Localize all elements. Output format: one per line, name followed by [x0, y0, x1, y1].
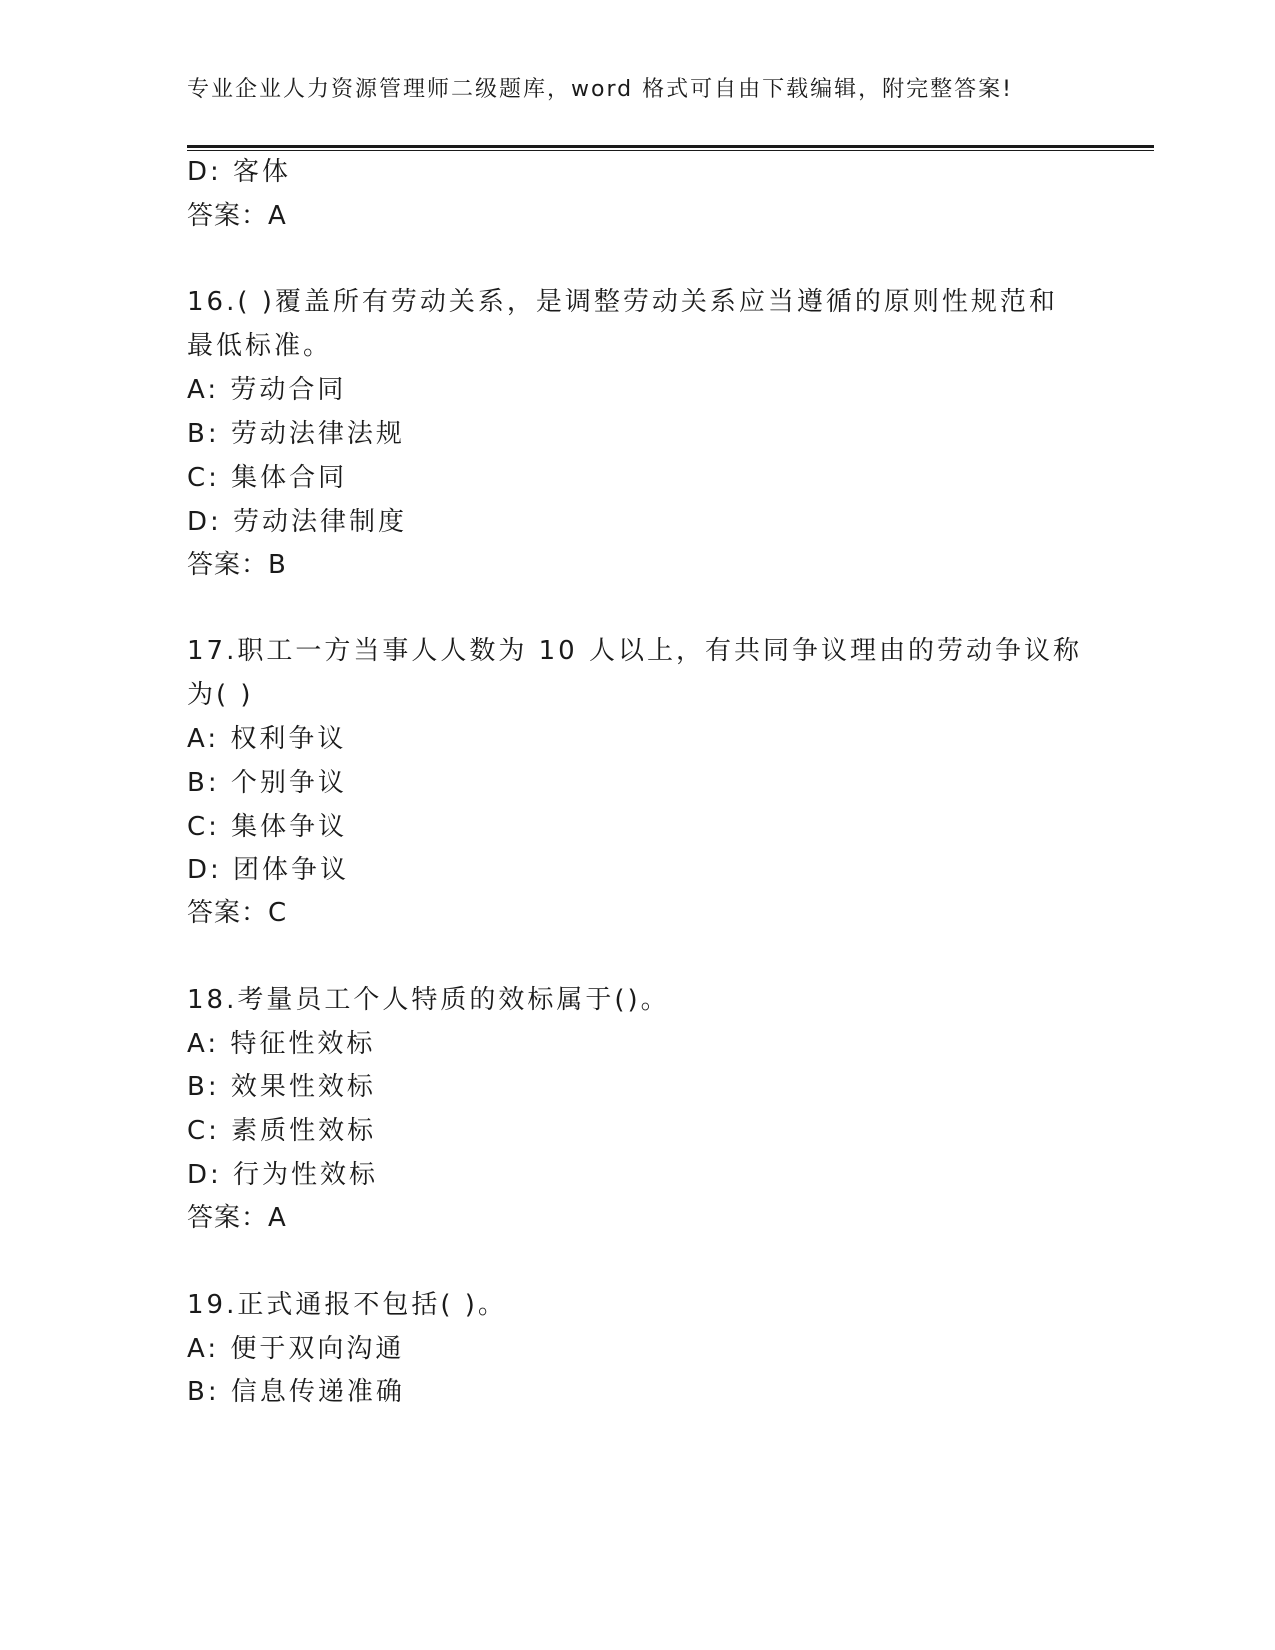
q17-stem-line2: 为( ) — [187, 680, 254, 710]
q17-option-c: C: 集体争议 — [187, 812, 348, 842]
q17-option-b: B: 个别争议 — [187, 768, 347, 798]
prev-answer: 答案：A — [187, 201, 287, 231]
q17-option-d: D: 团体争议 — [187, 855, 350, 885]
q17-option-a: A: 权利争议 — [187, 724, 347, 754]
q18-answer: 答案：A — [187, 1203, 287, 1233]
q18-option-b: B: 效果性效标 — [187, 1072, 376, 1102]
q19-option-b: B: 信息传递准确 — [187, 1377, 405, 1407]
q16-option-a: A: 劳动合同 — [187, 375, 347, 405]
prev-option-d: D: 客体 — [187, 157, 292, 187]
q16-option-b: B: 劳动法律法规 — [187, 419, 405, 449]
q19-option-a: A: 便于双向沟通 — [187, 1334, 405, 1364]
q16-stem-line2: 最低标准。 — [187, 331, 333, 361]
q16-option-c: C: 集体合同 — [187, 463, 348, 493]
header-rule-thick — [187, 145, 1154, 148]
q17-stem-line1: 17.职工一方当事人人数为 10 人以上，有共同争议理由的劳动争议称 — [187, 636, 1082, 666]
q18-option-c: C: 素质性效标 — [187, 1116, 377, 1146]
q18-stem-line1: 18.考量员工个人特质的效标属于()。 — [187, 985, 670, 1015]
q18-option-a: A: 特征性效标 — [187, 1029, 376, 1059]
q19-stem-line1: 19.正式通报不包括( )。 — [187, 1290, 507, 1320]
q18-option-d: D: 行为性效标 — [187, 1160, 379, 1190]
q16-option-d: D: 劳动法律制度 — [187, 507, 408, 537]
q16-answer: 答案：B — [187, 550, 287, 580]
q17-answer: 答案：C — [187, 898, 288, 928]
q16-stem-line1: 16.( )覆盖所有劳动关系，是调整劳动关系应当遵循的原则性规范和 — [187, 287, 1058, 317]
header-rule-thin — [187, 150, 1154, 151]
page-header: 专业企业人力资源管理师二级题库，word 格式可自由下载编辑，附完整答案! — [187, 77, 1013, 102]
